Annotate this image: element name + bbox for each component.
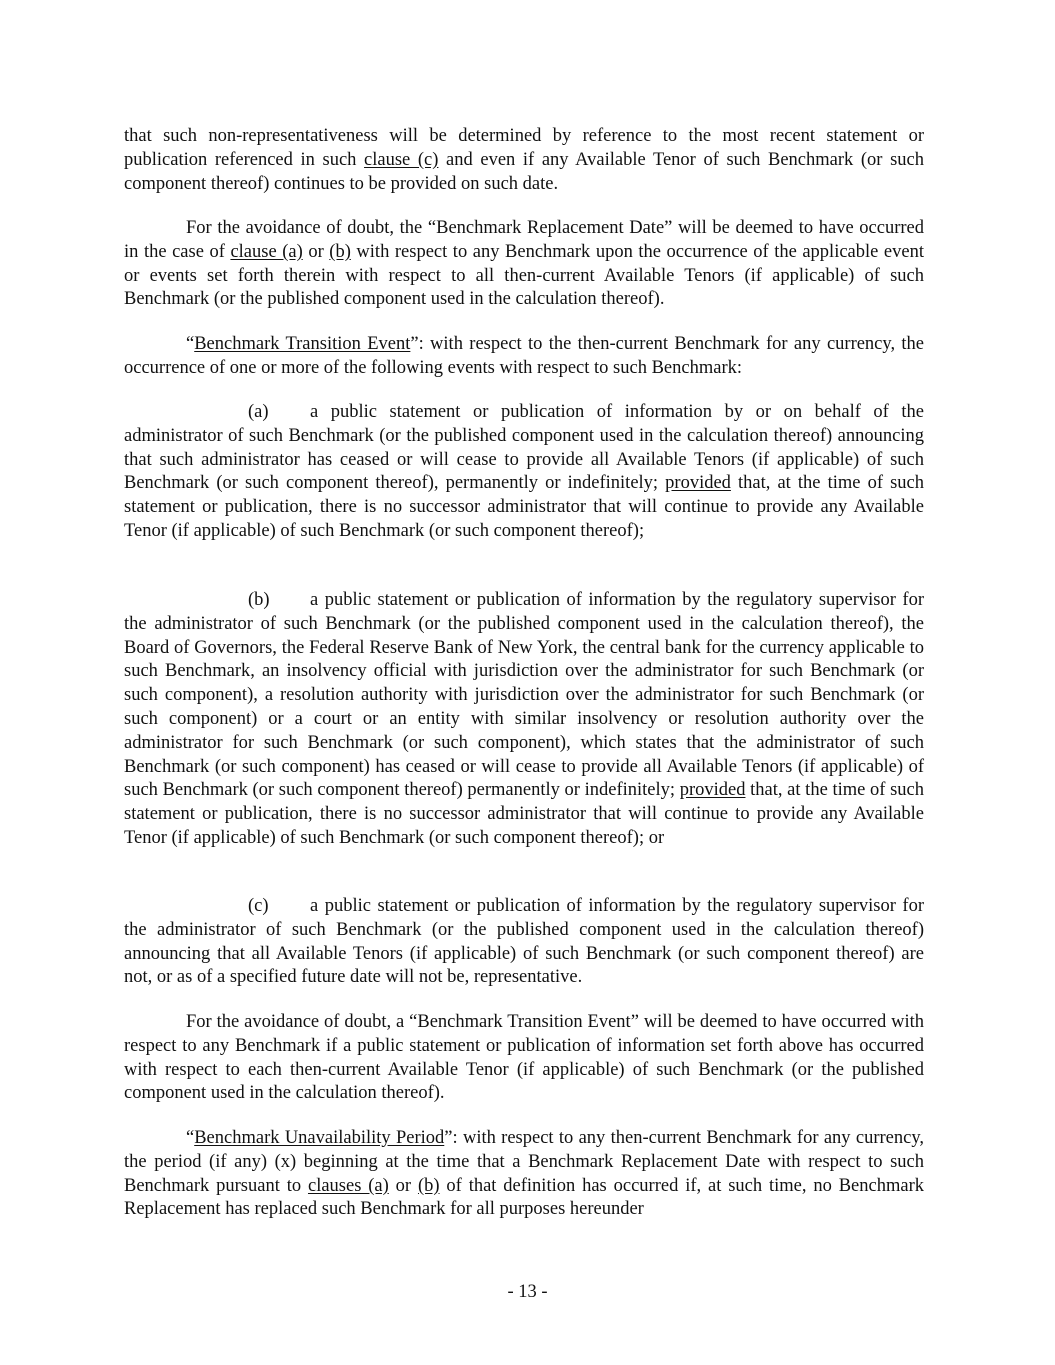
paragraph-transition-event-note: For the avoidance of doubt, a “Benchmark Transition Event” will be deemed to have occurred with respect to any Benchmark if a public statement or publication of information set forth above has occurred with respect to each then-current Available Tenor (if applicable) of such Benchmark (or the published component used in the calculation thereof). <box>124 1012 924 1104</box>
clause-label: (a) <box>248 402 269 422</box>
defined-term: Benchmark Transition Event <box>194 334 411 354</box>
clause-reference: clause (c) <box>364 149 439 170</box>
proviso-term: provided <box>665 473 731 494</box>
defined-term: Benchmark Unavailability Period <box>194 1128 445 1148</box>
proviso-term: provided <box>679 780 746 801</box>
clause-a: (a) a public statement or publication of information by or on behalf of the administrator of such Benchmark (or the published component used in the calculation thereof) announcing that such administrator has ceased or will cease to provide all Available Tenors (if applicable) of such Benchmark (or such component thereof), permanently or indefinitely; provided that, at the time of such statement or publication, there is no successor administrator that will continue to provide any Available Tenor (if applicable) of such Benchmark (or such component thereof); <box>124 402 924 541</box>
clause-c: (c) a public statement or publication of information by the regulatory supervisor for the administrator of such Benchmark (or the published component used in the calculation thereof) announcing that all Available Tenors (if applicable) of such Benchmark (or such component thereof) are not, or as of a specified future date will not be, representative. <box>124 896 924 988</box>
clause-b: (b) a public statement or publication of information by the regulatory supervisor for the administrator of such Benchmark (or the published component used in the calculation thereof), the Board of Governors, the Federal Reserve Bank of New York, the central bank for the currency applicable to such Benchmark, an insolvency official with jurisdiction over the administrator for such Benchmark (or such component), a resolution authority with jurisdiction over the administrator for such Benchmark (or such component) or a court or an entity with similar insolvency or resolution authority over the administrator for such Benchmark (or such component), which states that the administrator of such Benchmark (or such component) has ceased or will cease to provide all Available Tenors (if applicable) of such Benchmark (or such component thereof) permanently or indefinitely; provided that, at the time of such statement or publication, there is no successor administrator that will continue to provide any Available Tenor (if applicable) of such Benchmark (or such component thereof); or <box>124 590 924 848</box>
page-number: - 13 - <box>507 1282 548 1302</box>
clause-reference: clauses (a) <box>307 1175 389 1196</box>
paragraph-replacement-date-note: For the avoidance of doubt, the “Benchmark Replacement Date” will be deemed to have occurred in the case of clause (a) or (b) with respect to any Benchmark upon the occurrence of the applicable event or events set forth therein with respect to all then-current Available Tenors (if applicable) of such Benchmark (or the published component used in the calculation thereof). <box>124 218 924 310</box>
clause-reference: clause (a) <box>230 241 303 262</box>
definition-benchmark-transition-event: “Benchmark Transition Event”: with respect to the then-current Benchmark for any currency, the occurrence of one or more of the following events with respect to such Benchmark: <box>124 334 925 378</box>
clause-label: (b) <box>248 590 270 610</box>
clause-reference: (b) <box>417 1175 440 1196</box>
clause-reference: (b) <box>329 241 351 262</box>
clause-label: (c) <box>248 896 269 916</box>
paragraph-continuation: that such non-representativeness will be determined by reference to the most recent statement or publication referenced in such clause (c) and even if any Available Tenor of such Benchmark (or such component thereof) continues to be provided on such date. <box>124 126 924 194</box>
definition-benchmark-unavailability-period: “Benchmark Unavailability Period”: with respect to any then-current Benchmark for any currency, the period (if any) (x) beginning at the time that a Benchmark Replacement Date with respect to such Benchmark pursuant to clauses (a) or (b) of that definition has occurred if, at such time, no Benchmark Replacement has replaced such Benchmark for all purposes hereunder <box>124 1128 924 1220</box>
